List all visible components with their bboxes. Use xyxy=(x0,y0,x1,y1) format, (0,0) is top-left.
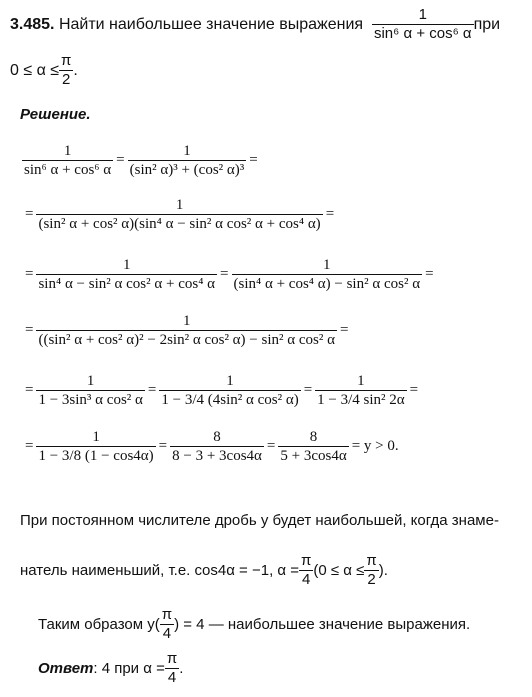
alpha-fraction-numerator: π xyxy=(301,552,312,569)
conclusion-start: Таким образом y( xyxy=(38,616,160,633)
fraction-denominator: sin⁶ α + cos⁶ α xyxy=(24,162,112,178)
conclusion-fraction-numerator: π xyxy=(161,606,173,623)
equation-fraction xyxy=(36,196,322,233)
problem-expression xyxy=(372,6,474,43)
equation-operator: = xyxy=(25,322,34,338)
equation-operator: = xyxy=(325,206,335,222)
range-fraction-denominator: 2 xyxy=(364,570,378,589)
answer-fraction xyxy=(165,650,179,687)
problem-tail: при xyxy=(473,15,501,33)
conclusion-fraction xyxy=(160,606,174,643)
conclusion-line xyxy=(38,606,470,643)
equation-fraction xyxy=(278,428,348,465)
equation-operator: = xyxy=(249,152,258,168)
fraction-denominator: sin⁴ α − sin² α cos² α + cos⁴ α xyxy=(38,276,216,292)
fraction-denominator: 1 − 3/8 (1 − cos4α) xyxy=(38,448,154,464)
equation-fraction xyxy=(315,372,407,409)
answer-fraction-denominator: 4 xyxy=(165,668,179,687)
paragraph-line-2-text: натель наименьший, т.е. cos4α = −1, α = xyxy=(20,562,300,579)
fraction-numerator: 1 xyxy=(86,373,95,389)
problem-expression-denominator: sin⁶ α + cos⁶ α xyxy=(373,25,472,42)
problem-statement xyxy=(10,6,500,43)
condition-fraction xyxy=(59,52,73,89)
conclusion-fraction-denominator: 4 xyxy=(160,624,174,643)
alpha-fraction xyxy=(299,552,313,589)
equation-operator: = xyxy=(25,206,34,222)
range-open: (0 ≤ α ≤ xyxy=(313,562,365,579)
equation-operator: = xyxy=(303,382,313,398)
fraction-denominator: 5 + 3cos4α xyxy=(280,448,347,464)
equation-line xyxy=(22,256,437,293)
fraction-denominator: 8 − 3 + 3cos4α xyxy=(172,448,262,464)
fraction-denominator: (sin² α)³ + (cos² α)³ xyxy=(129,162,245,178)
fraction-denominator: (sin⁴ α + cos⁴ α) − sin² α cos² α xyxy=(233,276,421,292)
fraction-denominator: (sin² α + cos² α)(sin⁴ α − sin² α cos² α + cos⁴ α) xyxy=(38,216,321,232)
alpha-fraction-denominator: 4 xyxy=(299,570,313,589)
equation-fraction xyxy=(159,372,300,409)
equation-operator: = xyxy=(220,266,229,282)
answer-text: : 4 при α = xyxy=(93,660,165,677)
answer-fraction-numerator: π xyxy=(166,650,178,667)
equation-line xyxy=(22,372,421,409)
equation-operator: = xyxy=(116,152,125,168)
paragraph-line-2 xyxy=(20,552,388,589)
fraction-numerator: 1 xyxy=(323,257,331,273)
equation-line xyxy=(22,428,402,465)
fraction-numerator: 1 xyxy=(357,373,365,389)
fraction-denominator: 1 − 3/4 (4sin² α cos² α) xyxy=(161,392,299,408)
problem-text: Найти наибольшее значение выражения xyxy=(58,15,364,33)
condition-end: . xyxy=(73,61,78,79)
equation-line xyxy=(22,196,337,233)
equation-fraction xyxy=(36,312,337,349)
equation-operator: = xyxy=(158,438,168,454)
equation-operator: = xyxy=(339,322,349,338)
equation-fraction xyxy=(22,142,113,179)
condition-text: 0 ≤ α ≤ xyxy=(10,61,60,79)
equation-operator: = xyxy=(147,382,157,398)
fraction-numerator: 8 xyxy=(213,429,221,445)
fraction-numerator: 1 xyxy=(123,257,131,273)
range-close: ). xyxy=(378,562,388,579)
range-fraction xyxy=(364,552,378,589)
problem-expression-numerator: 1 xyxy=(418,6,427,23)
fraction-denominator: ((sin² α + cos² α)² − 2sin² α cos² α) − sin² α cos² α xyxy=(38,332,335,348)
equation-operator: = y > 0. xyxy=(351,438,399,454)
problem-number: 3.485. xyxy=(10,15,55,33)
range-fraction-numerator: π xyxy=(366,552,377,569)
equation-line xyxy=(22,142,261,179)
equation-operator: = xyxy=(409,382,419,398)
fraction-numerator: 1 xyxy=(183,143,191,159)
equation-fraction xyxy=(36,256,217,293)
fraction-denominator: 1 − 3sin³ α cos² α xyxy=(38,392,143,408)
equation-line xyxy=(22,312,351,349)
equation-fraction xyxy=(128,142,247,179)
paragraph-line-1-text: При постоянном числителе дробь y будет наибольшей, когда знаме- xyxy=(20,512,499,529)
paragraph-line-1 xyxy=(20,512,499,529)
answer-end: . xyxy=(179,660,184,677)
fraction-numerator: 1 xyxy=(92,429,100,445)
equation-operator: = xyxy=(425,266,434,282)
equation-fraction xyxy=(232,256,423,293)
fraction-numerator: 1 xyxy=(63,143,72,159)
condition-numerator: π xyxy=(61,52,72,69)
equation-operator: = xyxy=(25,266,34,282)
condition-denominator: 2 xyxy=(59,70,73,89)
equation-fraction xyxy=(170,428,264,465)
fraction-numerator: 1 xyxy=(175,197,184,213)
fraction-numerator: 8 xyxy=(309,429,318,445)
answer-label: Ответ xyxy=(38,660,94,677)
conclusion-end: ) = 4 — наибольшее значение выражения. xyxy=(174,616,471,633)
equation-operator: = xyxy=(25,382,34,398)
problem-condition xyxy=(10,52,78,89)
solution-label: Решение. xyxy=(20,106,91,123)
equation-fraction xyxy=(36,372,144,409)
equation-operator: = xyxy=(266,438,276,454)
fraction-numerator: 1 xyxy=(182,313,191,329)
fraction-numerator: 1 xyxy=(226,373,234,389)
equation-operator: = xyxy=(25,438,34,454)
equation-fraction xyxy=(36,428,155,465)
answer-line xyxy=(38,650,183,687)
fraction-denominator: 1 − 3/4 sin² 2α xyxy=(317,392,405,408)
